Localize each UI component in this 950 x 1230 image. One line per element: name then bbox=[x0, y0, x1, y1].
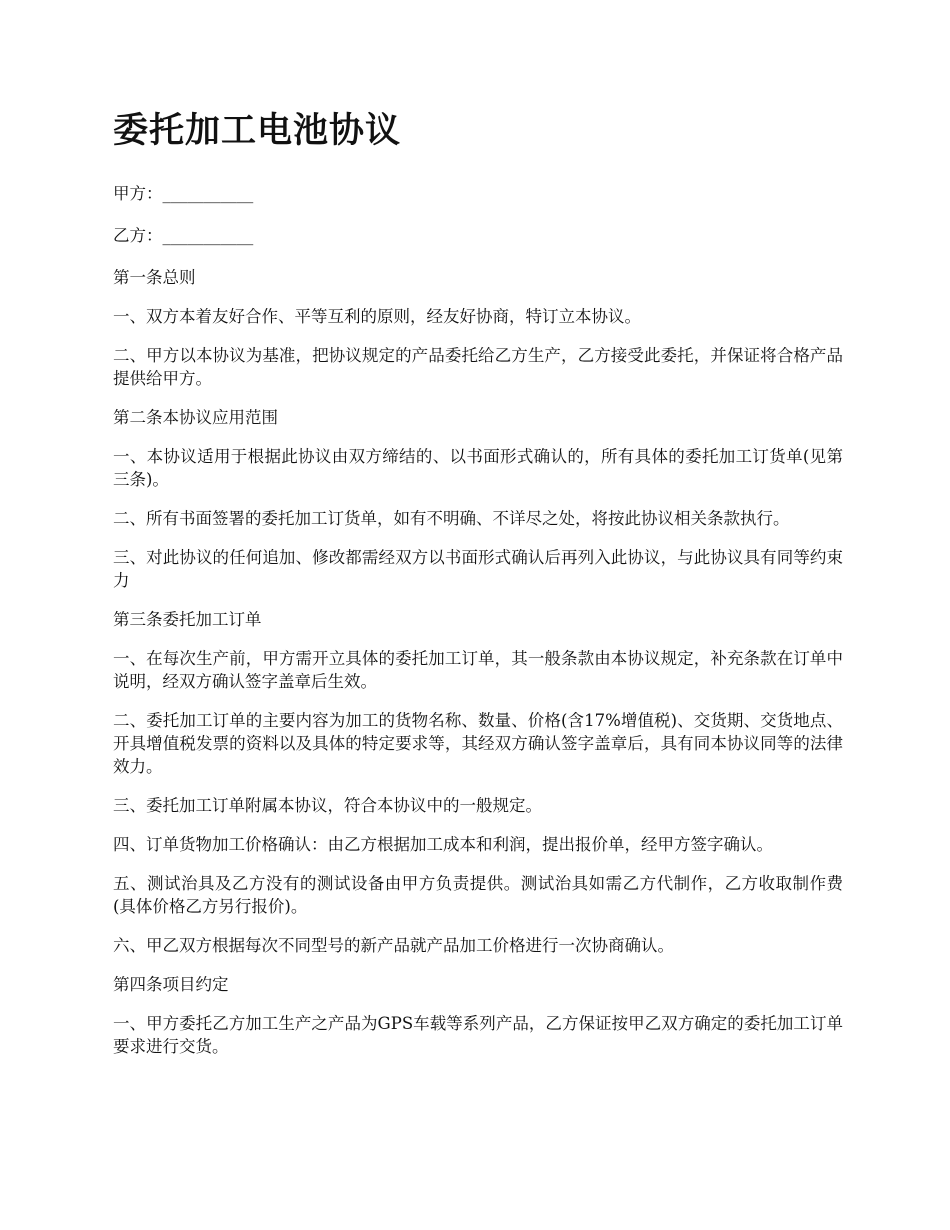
section-heading-1: 第一条总则 bbox=[113, 267, 196, 287]
section-heading-2: 第二条本协议应用范围 bbox=[113, 407, 278, 427]
paragraph: 二、委托加工订单的主要内容为加工的货物名称、数量、价格(含17%增值税)、交货期、交货地点、开具增值税发票的资料以及具体的特定要求等，其经双方确认签字盖章后，具有同本协议同等的法律效力。 bbox=[113, 710, 843, 776]
paragraph: 六、甲乙双方根据每次不同型号的新产品就产品加工价格进行一次协商确认。 bbox=[113, 935, 674, 955]
section-heading-4: 第四条项目约定 bbox=[113, 974, 229, 994]
paragraph: 三、委托加工订单附属本协议，符合本协议中的一般规定。 bbox=[113, 795, 542, 815]
paragraph: 五、测试治具及乙方没有的测试设备由甲方负责提供。测试治具如需乙方代制作，乙方收取制作费(具体价格乙方另行报价)。 bbox=[113, 873, 843, 916]
paragraph: 四、订单货物加工价格确认：由乙方根据加工成本和利润，提出报价单，经甲方签字确认。 bbox=[113, 834, 773, 854]
document-page bbox=[113, 108, 843, 1074]
paragraph: 一、双方本着友好合作、平等互利的原则，经友好协商，特订立本协议。 bbox=[113, 306, 641, 326]
section-heading-3: 第三条委托加工订单 bbox=[113, 609, 262, 629]
paragraph: 一、本协议适用于根据此协议由双方缔结的、以书面形式确认的，所有具体的委托加工订货单(见第三条)。 bbox=[113, 446, 843, 489]
paragraph: 一、甲方委托乙方加工生产之产品为GPS车载等系列产品，乙方保证按甲乙双方确定的委托加工订单要求进行交货。 bbox=[113, 1013, 843, 1056]
document-title: 委托加工电池协议 bbox=[113, 110, 402, 151]
paragraph: 一、在每次生产前，甲方需开立具体的委托加工订单，其一般条款由本协议规定，补充条款在订单中说明，经双方确认签字盖章后生效。 bbox=[113, 648, 843, 691]
party-a-line: 甲方：___________ bbox=[113, 183, 254, 203]
paragraph: 三、对此协议的任何追加、修改都需经双方以书面形式确认后再列入此协议，与此协议具有同等约束力 bbox=[113, 547, 843, 590]
paragraph: 二、甲方以本协议为基准，把协议规定的产品委托给乙方生产，乙方接受此委托，并保证将合格产品提供给甲方。 bbox=[113, 345, 843, 388]
party-b-line: 乙方：___________ bbox=[113, 225, 254, 245]
paragraph: 二、所有书面签署的委托加工订货单，如有不明确、不详尽之处，将按此协议相关条款执行。 bbox=[113, 508, 790, 528]
